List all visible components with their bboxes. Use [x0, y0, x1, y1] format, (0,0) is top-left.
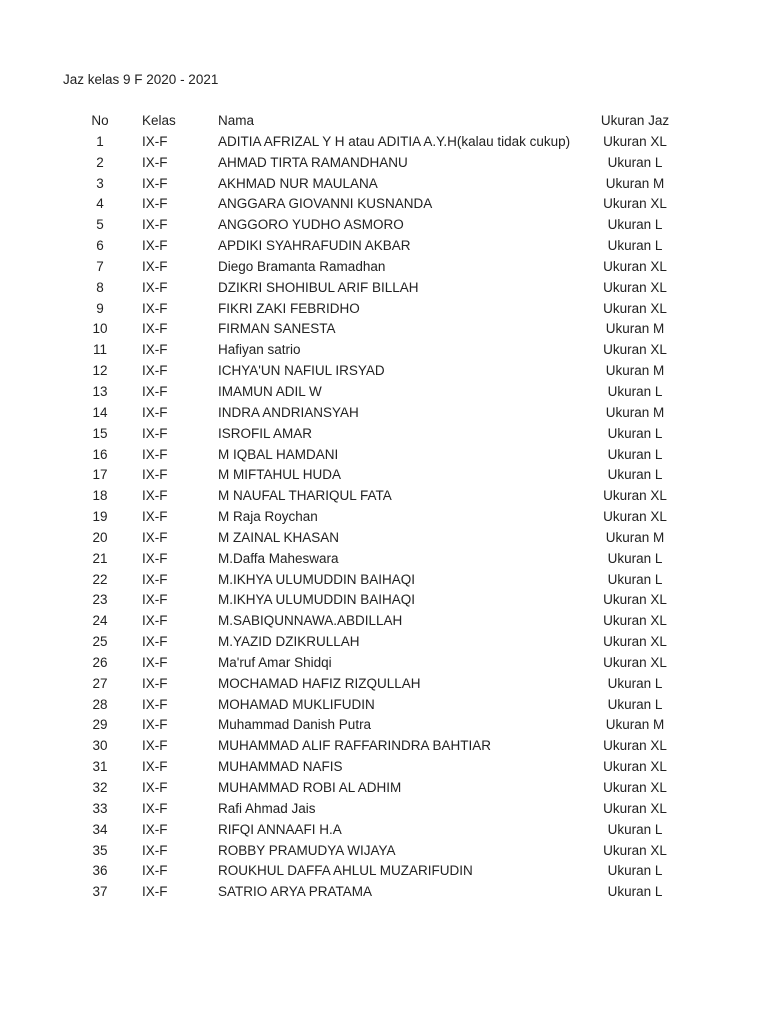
cell-ukuran: Ukuran L	[607, 238, 663, 254]
cell-ukuran: Ukuran XL	[603, 300, 667, 316]
cell-no: 30	[92, 738, 108, 754]
cell-kelas: IX-F	[142, 529, 168, 545]
cell-ukuran: Ukuran L	[607, 675, 663, 691]
cell-no: 13	[92, 383, 108, 399]
cell-no: 17	[92, 467, 108, 483]
table-row	[0, 549, 768, 570]
table-row	[0, 361, 768, 382]
table-row	[0, 590, 768, 611]
cell-no: 34	[92, 821, 108, 837]
cell-ukuran: Ukuran L	[607, 154, 663, 170]
cell-no: 6	[96, 238, 104, 254]
cell-nama: ICHYA'UN NAFIUL IRSYAD	[218, 363, 385, 379]
cell-nama: Ma'ruf Amar Shidqi	[218, 654, 332, 670]
header-no: No	[91, 113, 109, 128]
table-row	[0, 841, 768, 862]
cell-nama: AHMAD TIRTA RAMANDHANU	[218, 154, 408, 170]
cell-nama: M IQBAL HAMDANI	[218, 446, 339, 462]
cell-ukuran: Ukuran M	[605, 529, 665, 545]
cell-no: 36	[92, 863, 108, 879]
cell-ukuran: Ukuran L	[607, 217, 663, 233]
cell-kelas: IX-F	[142, 509, 168, 525]
cell-ukuran: Ukuran M	[605, 404, 665, 420]
cell-no: 7	[96, 258, 104, 274]
table-row	[0, 882, 768, 903]
cell-kelas: IX-F	[142, 592, 168, 608]
cell-nama: M MIFTAHUL HUDA	[218, 467, 341, 483]
cell-no: 3	[96, 175, 104, 191]
table-row	[0, 299, 768, 320]
cell-no: 2	[96, 154, 104, 170]
cell-nama: M.SABIQUNNAWA.ABDILLAH	[218, 613, 403, 629]
cell-nama: Diego Bramanta Ramadhan	[218, 258, 386, 274]
cell-kelas: IX-F	[142, 196, 168, 212]
cell-kelas: IX-F	[142, 404, 168, 420]
cell-nama: AKHMAD NUR MAULANA	[218, 175, 378, 191]
cell-kelas: IX-F	[142, 238, 168, 254]
cell-no: 18	[92, 488, 108, 504]
cell-nama: M.Daffa Maheswara	[218, 550, 339, 566]
table-row	[0, 153, 768, 174]
cell-nama: APDIKI SYAHRAFUDIN AKBAR	[218, 238, 411, 254]
cell-kelas: IX-F	[142, 279, 168, 295]
cell-kelas: IX-F	[142, 717, 168, 733]
cell-no: 11	[92, 342, 107, 358]
cell-kelas: IX-F	[142, 175, 168, 191]
table-row	[0, 820, 768, 841]
cell-ukuran: Ukuran L	[607, 383, 663, 399]
cell-kelas: IX-F	[142, 780, 168, 795]
table-row	[0, 174, 768, 195]
cell-ukuran: Ukuran XL	[603, 634, 667, 650]
table-row	[0, 278, 768, 299]
cell-nama: SATRIO ARYA PRATAMA	[218, 884, 373, 900]
cell-no: 23	[92, 592, 108, 608]
cell-ukuran: Ukuran M	[605, 717, 665, 733]
cell-ukuran: Ukuran L	[607, 467, 663, 483]
cell-kelas: IX-F	[142, 863, 168, 879]
cell-nama: M ZAINAL KHASAN	[218, 529, 340, 545]
cell-ukuran: Ukuran L	[607, 425, 663, 441]
cell-ukuran: Ukuran XL	[603, 780, 667, 795]
cell-no: 20	[92, 529, 108, 545]
cell-nama: M NAUFAL THARIQUL FATA	[218, 488, 392, 504]
table-row	[0, 236, 768, 257]
cell-no: 4	[96, 196, 104, 212]
cell-kelas: IX-F	[142, 446, 168, 462]
cell-ukuran: Ukuran XL	[603, 842, 667, 858]
cell-kelas: IX-F	[142, 258, 168, 274]
table-row	[0, 799, 768, 820]
table-row	[0, 194, 768, 215]
cell-nama: M Raja Roychan	[218, 509, 318, 525]
cell-kelas: IX-F	[142, 842, 168, 858]
cell-ukuran: Ukuran XL	[603, 738, 667, 754]
cell-kelas: IX-F	[142, 342, 168, 358]
cell-ukuran: Ukuran XL	[603, 258, 667, 274]
cell-nama: M.IKHYA ULUMUDDIN BAIHAQI	[218, 571, 416, 587]
cell-kelas: IX-F	[142, 696, 168, 712]
cell-nama: M.IKHYA ULUMUDDIN BAIHAQI	[218, 592, 416, 608]
cell-ukuran: Ukuran M	[605, 321, 665, 337]
cell-kelas: IX-F	[142, 759, 168, 775]
cell-kelas: IX-F	[142, 675, 168, 691]
cell-nama: Hafiyan satrio	[218, 342, 301, 358]
cell-nama: ISROFIL AMAR	[218, 425, 313, 441]
table-row	[0, 403, 768, 424]
cell-kelas: IX-F	[142, 884, 168, 900]
cell-kelas: IX-F	[142, 363, 168, 379]
table-row	[0, 507, 768, 528]
cell-no: 8	[96, 279, 104, 295]
cell-nama: M.YAZID DZIKRULLAH	[218, 634, 360, 650]
cell-no: 1	[96, 133, 104, 149]
cell-nama: ROUKHUL DAFFA AHLUL MUZARIFUDIN	[218, 863, 473, 879]
cell-ukuran: Ukuran XL	[603, 488, 667, 504]
cell-nama: ANGGARA GIOVANNI KUSNANDA	[218, 196, 433, 212]
cell-kelas: IX-F	[142, 217, 168, 233]
cell-nama: RIFQI ANNAAFI H.A	[218, 821, 342, 837]
cell-nama: ROBBY PRAMUDYA WIJAYA	[218, 842, 396, 858]
cell-ukuran: Ukuran L	[607, 446, 663, 462]
cell-ukuran: Ukuran L	[607, 884, 663, 900]
cell-nama: ANGGORO YUDHO ASMORO	[218, 217, 404, 233]
table-row	[0, 424, 768, 445]
cell-nama: MOHAMAD MUKLIFUDIN	[218, 696, 375, 712]
cell-no: 21	[92, 550, 108, 566]
header-ukuran-jaz: Ukuran Jaz	[600, 113, 670, 128]
cell-kelas: IX-F	[142, 550, 168, 566]
cell-nama: FIKRI ZAKI FEBRIDHO	[218, 300, 360, 316]
cell-nama: DZIKRI SHOHIBUL ARIF BILLAH	[218, 279, 419, 295]
cell-ukuran: Ukuran M	[605, 175, 665, 191]
cell-kelas: IX-F	[142, 634, 168, 650]
cell-nama: ADITIA AFRIZAL Y H atau ADITIA A.Y.H(kalau tidak cukup)	[218, 133, 571, 149]
cell-no: 33	[92, 800, 108, 816]
table-row	[0, 653, 768, 674]
cell-nama: FIRMAN SANESTA	[218, 321, 336, 337]
cell-no: 37	[92, 884, 108, 900]
cell-no: 29	[92, 717, 108, 733]
table-header-row	[0, 111, 768, 132]
cell-no: 14	[92, 404, 108, 420]
cell-nama: Rafi Ahmad Jais	[218, 800, 316, 816]
table-row	[0, 340, 768, 361]
cell-nama: MUHAMMAD ROBI AL ADHIM	[218, 780, 402, 795]
cell-ukuran: Ukuran XL	[603, 613, 667, 629]
cell-kelas: IX-F	[142, 467, 168, 483]
table-row	[0, 778, 768, 799]
table-row	[0, 570, 768, 591]
cell-kelas: IX-F	[142, 321, 168, 337]
cell-nama: MOCHAMAD HAFIZ RIZQULLAH	[218, 675, 421, 691]
table-row	[0, 674, 768, 695]
cell-ukuran: Ukuran L	[607, 863, 663, 879]
cell-no: 25	[92, 634, 108, 650]
table-row	[0, 611, 768, 632]
cell-kelas: IX-F	[142, 738, 168, 754]
table-row	[0, 528, 768, 549]
cell-no: 12	[92, 363, 108, 379]
cell-no: 31	[92, 759, 108, 775]
table-row	[0, 319, 768, 340]
header-kelas: Kelas	[142, 113, 176, 128]
table-row	[0, 715, 768, 736]
table-row	[0, 861, 768, 882]
cell-nama: MUHAMMAD ALIF RAFFARINDRA BAHTIAR	[218, 738, 492, 754]
table-row	[0, 382, 768, 403]
cell-no: 35	[92, 842, 108, 858]
document-title: Jaz kelas 9 F 2020 - 2021	[63, 72, 219, 87]
cell-ukuran: Ukuran XL	[603, 509, 667, 525]
cell-kelas: IX-F	[142, 154, 168, 170]
jaz-size-table	[0, 111, 768, 903]
cell-no: 26	[92, 654, 108, 670]
cell-no: 28	[92, 696, 108, 712]
cell-ukuran: Ukuran XL	[603, 342, 667, 358]
cell-nama: IMAMUN ADIL W	[218, 383, 322, 399]
cell-ukuran: Ukuran XL	[603, 759, 667, 775]
table-row	[0, 257, 768, 278]
table-row	[0, 465, 768, 486]
cell-kelas: IX-F	[142, 425, 168, 441]
cell-no: 15	[92, 425, 108, 441]
table-row	[0, 632, 768, 653]
cell-ukuran: Ukuran L	[607, 571, 663, 587]
cell-kelas: IX-F	[142, 488, 168, 504]
cell-nama: INDRA ANDRIANSYAH	[218, 404, 359, 420]
cell-nama: Muhammad Danish Putra	[218, 717, 372, 733]
cell-kelas: IX-F	[142, 800, 168, 816]
cell-kelas: IX-F	[142, 821, 168, 837]
cell-ukuran: Ukuran L	[607, 821, 663, 837]
cell-kelas: IX-F	[142, 654, 168, 670]
cell-no: 24	[92, 613, 108, 629]
cell-no: 5	[96, 217, 104, 233]
cell-ukuran: Ukuran XL	[603, 592, 667, 608]
cell-nama: MUHAMMAD NAFIS	[218, 759, 343, 775]
table-row	[0, 695, 768, 716]
table-row	[0, 215, 768, 236]
cell-ukuran: Ukuran XL	[603, 800, 667, 816]
table-row	[0, 486, 768, 507]
cell-no: 9	[96, 300, 104, 316]
cell-kelas: IX-F	[142, 571, 168, 587]
cell-ukuran: Ukuran XL	[603, 196, 667, 212]
cell-no: 27	[92, 675, 108, 691]
table-row	[0, 445, 768, 466]
cell-no: 10	[92, 321, 108, 337]
table-row	[0, 736, 768, 757]
cell-no: 22	[92, 571, 108, 587]
cell-ukuran: Ukuran XL	[603, 279, 667, 295]
cell-ukuran: Ukuran L	[607, 550, 663, 566]
cell-no: 16	[92, 446, 108, 462]
cell-no: 32	[92, 780, 108, 795]
header-nama: Nama	[218, 113, 255, 128]
cell-kelas: IX-F	[142, 383, 168, 399]
cell-no: 19	[92, 509, 108, 525]
table-row	[0, 757, 768, 778]
cell-ukuran: Ukuran M	[605, 363, 665, 379]
table-body	[0, 132, 768, 903]
cell-ukuran: Ukuran L	[607, 696, 663, 712]
cell-kelas: IX-F	[142, 300, 168, 316]
table-row	[0, 132, 768, 153]
cell-ukuran: Ukuran XL	[603, 133, 667, 149]
cell-kelas: IX-F	[142, 133, 168, 149]
cell-kelas: IX-F	[142, 613, 168, 629]
cell-ukuran: Ukuran XL	[603, 654, 667, 670]
